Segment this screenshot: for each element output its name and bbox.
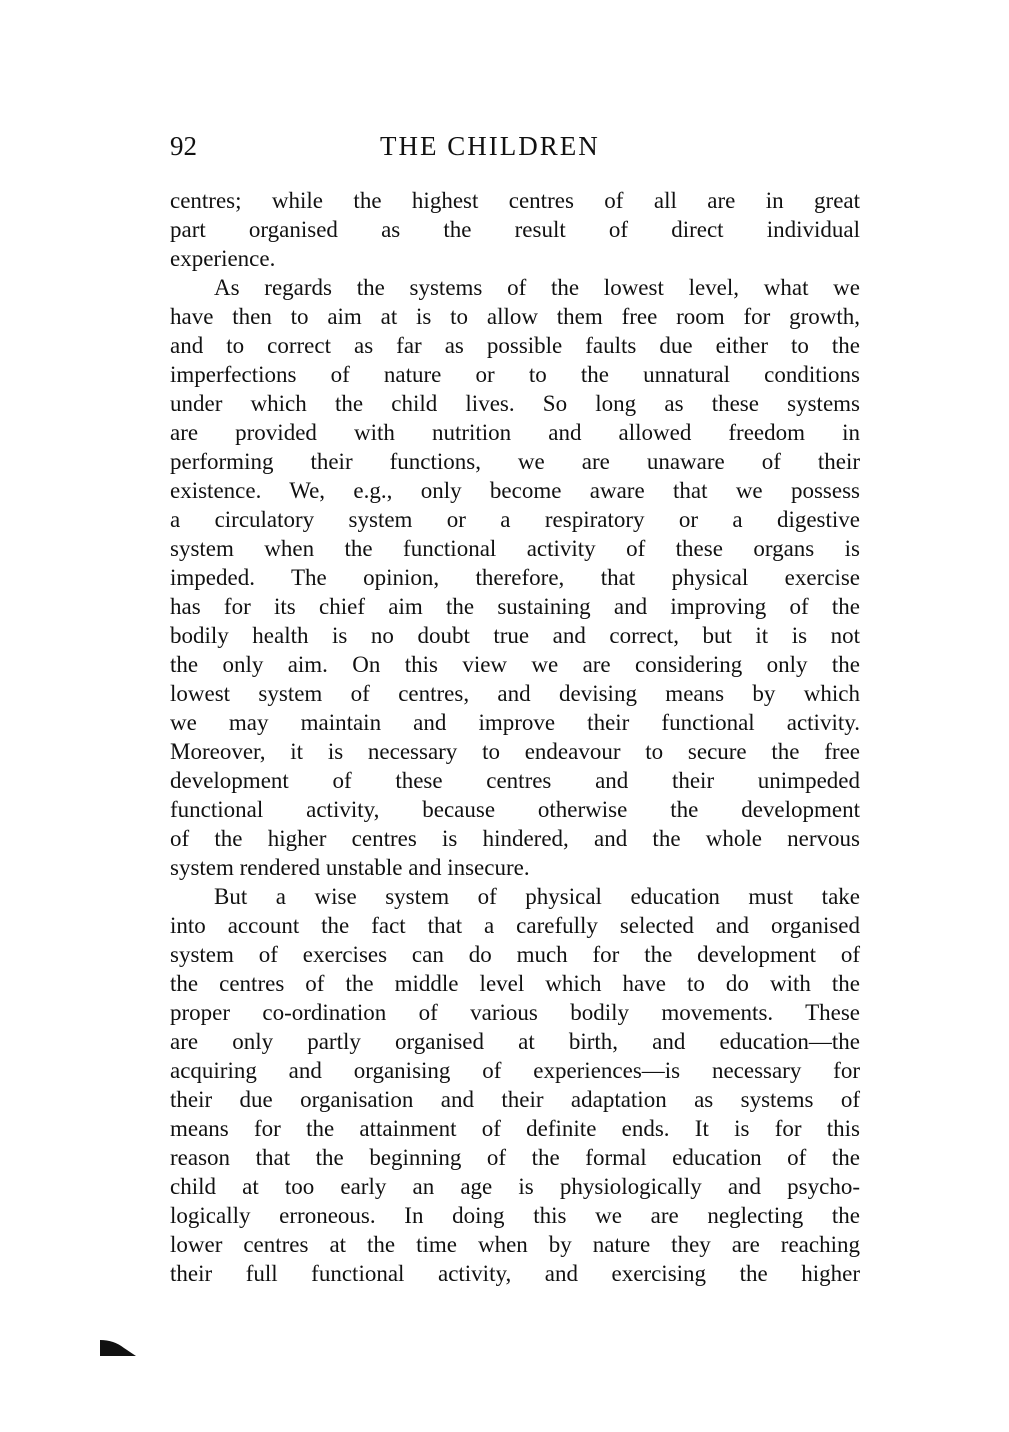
text-line: are only partly organised at birth, and education—the [170, 1029, 860, 1054]
text-line: and to correct as far as possible faults due either to the [170, 333, 860, 358]
text-line: experience. [170, 246, 276, 271]
text-line: we may maintain and improve their functional activity. [170, 710, 860, 735]
text-line: of the higher centres is hindered, and the whole nervous [170, 826, 860, 851]
text-line: system of exercises can do much for the development of [170, 942, 860, 967]
text-line: existence. We, e.g., only become aware that we possess [170, 478, 860, 503]
text-line: As regards the systems of the lowest level, what we [214, 275, 860, 300]
text-line: the only aim. On this view we are considering only the [170, 652, 860, 677]
text-line: their full functional activity, and exercising the higher [170, 1261, 860, 1286]
text-line: are provided with nutrition and allowed freedom in [170, 420, 860, 445]
text-line: means for the attainment of definite ends. It is for this [170, 1116, 860, 1141]
page-corner-mark-icon [98, 1336, 138, 1358]
text-line: has for its chief aim the sustaining and improving of the [170, 594, 860, 619]
text-line: part organised as the result of direct individual [170, 217, 860, 242]
text-line: the centres of the middle level which have to do with the [170, 971, 860, 996]
text-line: lowest system of centres, and devising means by which [170, 681, 860, 706]
text-line: child at too early an age is physiologically and psycho- [170, 1174, 860, 1199]
page-header [170, 126, 860, 166]
text-line: performing their functions, we are unaware of their [170, 449, 860, 474]
text-line: impeded. The opinion, therefore, that physical exercise [170, 565, 860, 590]
body-text [170, 186, 860, 1288]
page-number: 92 [170, 131, 197, 161]
text-line: development of these centres and their unimpeded [170, 768, 860, 793]
text-line: centres; while the highest centres of all are in great [170, 188, 860, 213]
text-line: functional activity, because otherwise the development [170, 797, 860, 822]
text-line: their due organisation and their adaptation as systems of [170, 1087, 860, 1112]
text-line: reason that the beginning of the formal education of the [170, 1145, 860, 1170]
text-line: proper co-ordination of various bodily movements. These [170, 1000, 860, 1025]
text-line: have then to aim at is to allow them free room for growth, [170, 304, 860, 329]
text-line: system when the functional activity of these organs is [170, 536, 860, 561]
text-line: imperfections of nature or to the unnatural conditions [170, 362, 860, 387]
text-line: a circulatory system or a respiratory or a digestive [170, 507, 860, 532]
text-line: system rendered unstable and insecure. [170, 855, 530, 880]
text-line: logically erroneous. In doing this we are neglecting the [170, 1203, 860, 1228]
text-line: Moreover, it is necessary to endeavour to secure the free [170, 739, 860, 764]
text-line: into account the fact that a carefully selected and organised [170, 913, 860, 938]
running-title: THE CHILDREN [380, 131, 600, 161]
text-line: under which the child lives. So long as these systems [170, 391, 860, 416]
text-line: lower centres at the time when by nature they are reaching [170, 1232, 860, 1257]
text-line: bodily health is no doubt true and correct, but it is not [170, 623, 860, 648]
text-line: acquiring and organising of experiences—is necessary for [170, 1058, 860, 1083]
text-line: But a wise system of physical education must take [214, 884, 860, 909]
